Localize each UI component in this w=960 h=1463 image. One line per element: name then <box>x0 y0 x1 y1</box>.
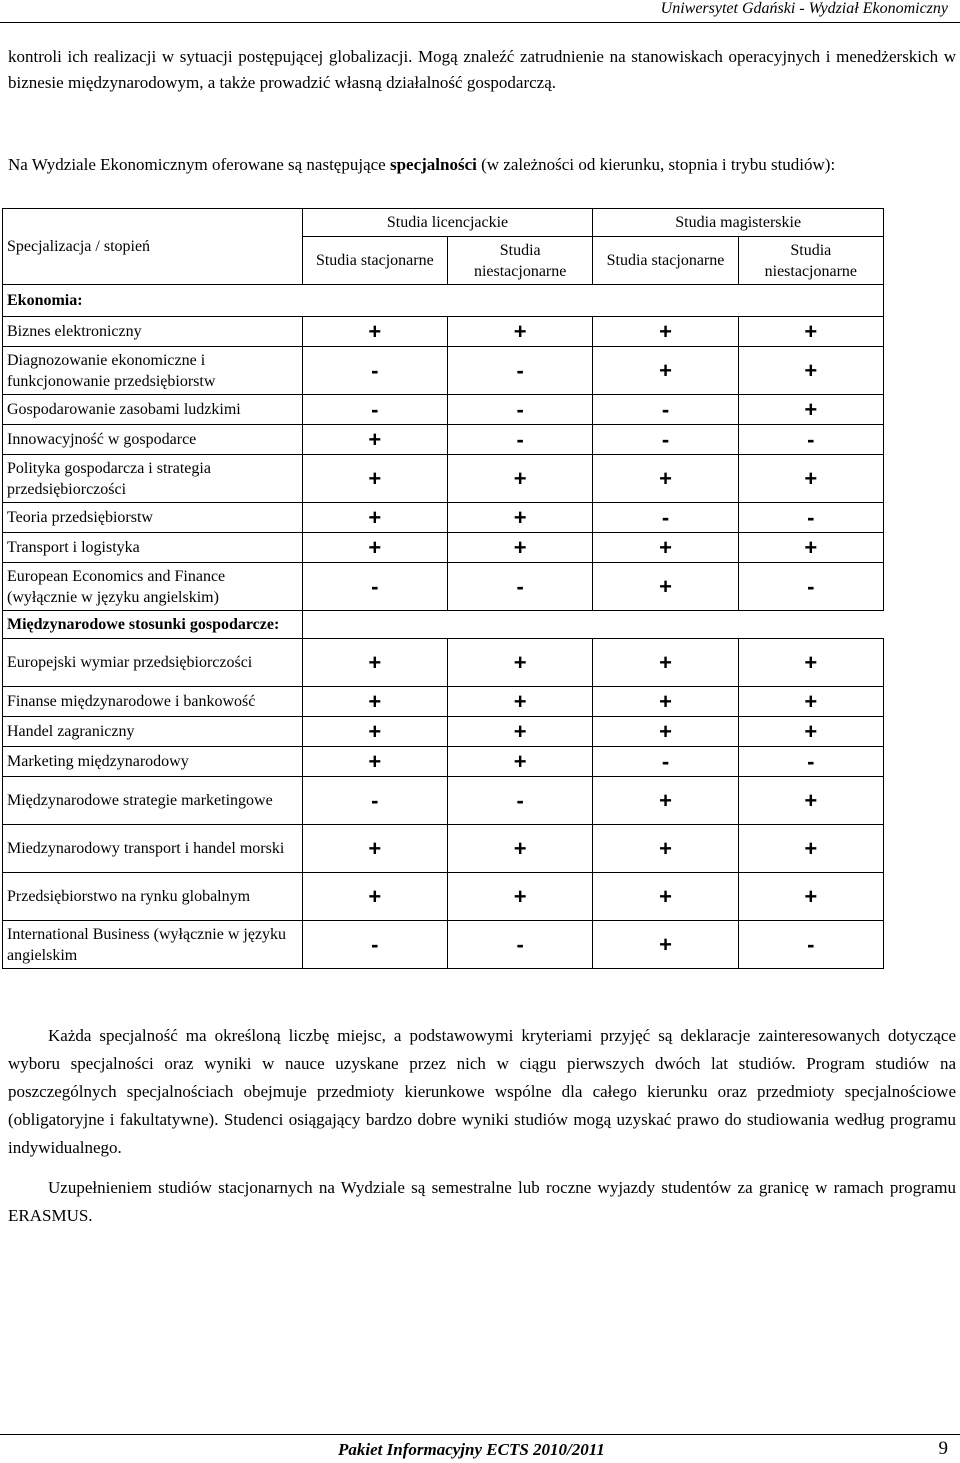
availability-mark: + <box>593 533 738 563</box>
availability-mark: + <box>448 747 593 777</box>
availability-mark: + <box>448 533 593 563</box>
table-row <box>3 639 884 687</box>
table-row <box>3 455 884 503</box>
table-row <box>3 395 884 425</box>
availability-mark: - <box>738 747 883 777</box>
paragraph-body: Każda specjalność ma określoną liczbę miejsc, a podstawowymi kryteriami przyjęć są deklaracje zainteresowanych dotyczące wyboru specjalności oraz wyniki w nauce uzyskane przez nich w ciągu pierwszych dwóch lat studiów. Program studiów na poszczególnych specjalnościach obejmuje przedmioty kierunkowe wspólne dla całego kierunku oraz przedmioty specjalnościowe (obligatoryjne i fakultatywne). Studenci osiągający bardzo dobre wyniki studiów mogą uzyskać prawo do studiowania według programu indywidualnego. <box>8 1026 956 1157</box>
availability-mark: + <box>593 825 738 873</box>
table-row <box>3 347 884 395</box>
availability-mark: - <box>738 563 883 611</box>
availability-mark: + <box>448 639 593 687</box>
table-row <box>3 503 884 533</box>
availability-mark: + <box>302 873 447 921</box>
availability-mark: - <box>593 503 738 533</box>
availability-mark: - <box>448 563 593 611</box>
specialization-name: Handel zagraniczny <box>3 717 303 747</box>
availability-mark: + <box>738 687 883 717</box>
availability-mark: + <box>448 687 593 717</box>
page-number: 9 <box>938 1438 948 1459</box>
availability-mark: - <box>738 503 883 533</box>
availability-mark: + <box>448 717 593 747</box>
availability-mark: - <box>448 921 593 969</box>
availability-mark: + <box>738 347 883 395</box>
availability-mark: - <box>448 347 593 395</box>
page-header <box>0 0 960 20</box>
table-row <box>3 873 884 921</box>
availability-mark: - <box>448 425 593 455</box>
table-row <box>3 425 884 455</box>
availability-mark: - <box>302 563 447 611</box>
specialization-name: Transport i logistyka <box>3 533 303 563</box>
availability-mark: + <box>593 921 738 969</box>
availability-mark: + <box>593 563 738 611</box>
availability-mark: + <box>302 717 447 747</box>
availability-mark: - <box>448 395 593 425</box>
availability-mark: - <box>448 777 593 825</box>
availability-mark: + <box>738 533 883 563</box>
table-row <box>3 687 884 717</box>
availability-mark: + <box>302 747 447 777</box>
availability-mark: + <box>738 639 883 687</box>
intro-after: (w zależności od kierunku, stopnia i trybu studiów): <box>476 155 836 174</box>
table-row <box>3 777 884 825</box>
header-divider <box>0 22 960 23</box>
availability-mark: + <box>593 347 738 395</box>
availability-mark: + <box>593 317 738 347</box>
sub-lic-stacjonarne: Studia stacjonarne <box>302 237 447 285</box>
header-title: Uniwersytet Gdański - Wydział Ekonomiczny <box>660 0 948 17</box>
specialization-name: Marketing międzynarodowy <box>3 747 303 777</box>
availability-mark: - <box>302 395 447 425</box>
specialization-name: Przedsiębiorstwo na rynku globalnym <box>3 873 303 921</box>
specialization-name: Miedzynarodowy transport i handel morski <box>3 825 303 873</box>
availability-mark: + <box>448 825 593 873</box>
availability-mark: - <box>302 777 447 825</box>
availability-mark: - <box>593 425 738 455</box>
availability-mark: + <box>738 873 883 921</box>
group-licencjackie: Studia licencjackie <box>302 209 593 237</box>
availability-mark: - <box>302 921 447 969</box>
specialization-name: Finanse międzynarodowe i bankowość <box>3 687 303 717</box>
specialization-name: European Economics and Finance (wyłącznie w języku angielskim) <box>3 563 303 611</box>
availability-mark: + <box>302 503 447 533</box>
table-row <box>3 825 884 873</box>
availability-mark: + <box>738 317 883 347</box>
table-row <box>3 563 884 611</box>
table-row <box>3 717 884 747</box>
table-row <box>3 533 884 563</box>
availability-mark: + <box>738 455 883 503</box>
availability-mark: - <box>593 395 738 425</box>
availability-mark: + <box>738 395 883 425</box>
corner-cell: Specjalizacja / stopień <box>3 209 303 285</box>
table-row <box>3 921 884 969</box>
availability-mark: + <box>302 425 447 455</box>
availability-mark: + <box>302 455 447 503</box>
sub-mag-niestacjonarne: Studia niestacjonarne <box>738 237 883 285</box>
availability-mark: + <box>593 777 738 825</box>
table-row <box>3 747 884 777</box>
intro-bold: specjalności <box>389 155 477 174</box>
availability-mark: + <box>302 639 447 687</box>
specialization-name: Europejski wymiar przedsiębiorczości <box>3 639 303 687</box>
availability-mark: + <box>302 533 447 563</box>
intro-before: Na Wydziale Ekonomicznym oferowane są następujące <box>8 155 390 174</box>
footer-title: Pakiet Informacyjny ECTS 2010/2011 <box>338 1440 605 1459</box>
footer-divider <box>0 1434 960 1435</box>
section-msg: Międzynarodowe stosunki gospodarcze: <box>3 611 303 639</box>
sub-mag-stacjonarne: Studia stacjonarne <box>593 237 738 285</box>
section-spacer <box>302 611 883 639</box>
specialization-name: International Business (wyłącznie w języku angielskim <box>3 921 303 969</box>
availability-mark: + <box>448 455 593 503</box>
availability-mark: + <box>593 687 738 717</box>
table-row <box>3 317 884 347</box>
availability-mark: + <box>593 873 738 921</box>
specialization-name: Teoria przedsiębiorstw <box>3 503 303 533</box>
availability-mark: + <box>593 717 738 747</box>
availability-mark: - <box>738 425 883 455</box>
specialization-name: Biznes elektroniczny <box>3 317 303 347</box>
availability-mark: + <box>738 825 883 873</box>
group-magisterskie: Studia magisterskie <box>593 209 884 237</box>
availability-mark: - <box>302 347 447 395</box>
paragraph-top: kontroli ich realizacji w sytuacji postępującej globalizacji. Mogą znaleźć zatrudnienie na stanowiskach operacyjnych i menedżerskich w biznesie międzynarodowym, a także prowadzić własną działalność gospodarczą. <box>8 47 956 92</box>
section-ekonomia: Ekonomia: <box>3 285 884 317</box>
paragraph-erasmus: Uzupełnieniem studiów stacjonarnych na Wydziale są semestralne lub roczne wyjazdy studentów za granicę w ramach programu ERASMUS. <box>8 1178 956 1225</box>
intro-paragraph <box>8 152 956 178</box>
specialization-name: Diagnozowanie ekonomiczne i funkcjonowanie przedsiębiorstw <box>3 347 303 395</box>
availability-mark: + <box>448 317 593 347</box>
specialization-name: Polityka gospodarcza i strategia przedsiębiorczości <box>3 455 303 503</box>
specialization-name: Innowacyjność w gospodarce <box>3 425 303 455</box>
specialization-name: Międzynarodowe strategie marketingowe <box>3 777 303 825</box>
availability-mark: + <box>738 777 883 825</box>
availability-mark: + <box>593 455 738 503</box>
availability-mark: + <box>448 873 593 921</box>
availability-mark: + <box>302 317 447 347</box>
availability-mark: - <box>738 921 883 969</box>
sub-lic-niestacjonarne: Studia niestacjonarne <box>448 237 593 285</box>
availability-mark: + <box>302 825 447 873</box>
availability-mark: + <box>593 639 738 687</box>
availability-mark: - <box>593 747 738 777</box>
specializations-table <box>2 208 884 969</box>
availability-mark: + <box>302 687 447 717</box>
availability-mark: + <box>738 717 883 747</box>
availability-mark: + <box>448 503 593 533</box>
specialization-name: Gospodarowanie zasobami ludzkimi <box>3 395 303 425</box>
